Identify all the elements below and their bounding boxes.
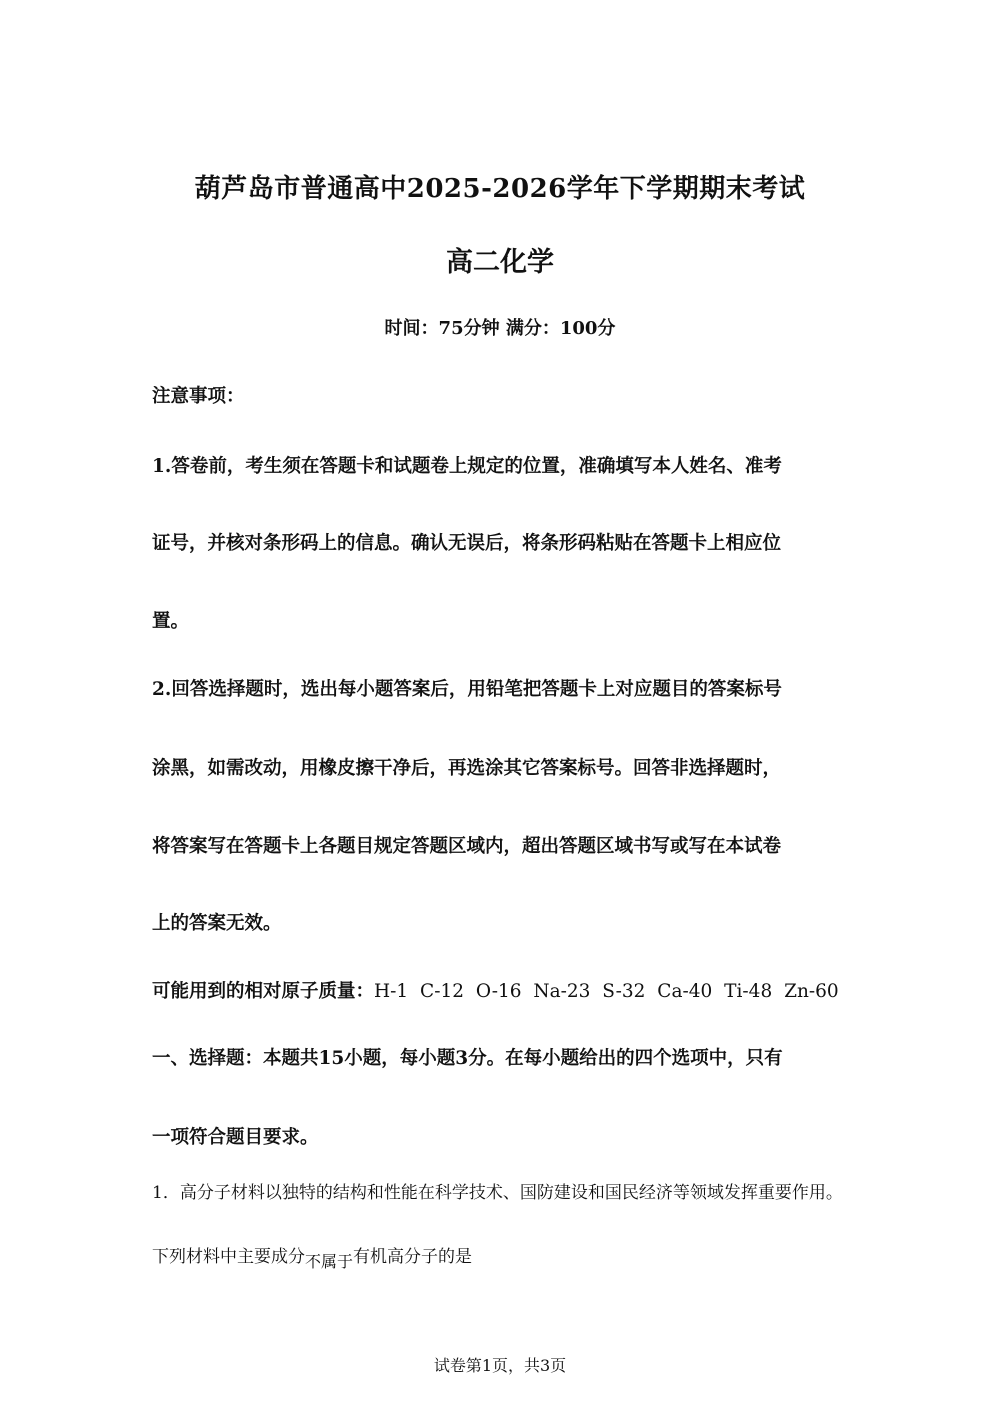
atomic-masses-label: 可能用到的相对原子质量： [152, 981, 375, 1002]
notes-line-2: 证号，并核对条形码上的信息。确认无误后，将条形码粘贴在答题卡上相应位 [152, 533, 782, 554]
notes-line-7: 上的答案无效。 [152, 913, 282, 934]
section1-heading-line-2: 一项符合题目要求。 [152, 1127, 319, 1148]
question1-text-before: 下列材料中主要成分 [152, 1247, 305, 1267]
notes-heading: 注意事项： [152, 386, 245, 407]
atomic-masses [152, 977, 839, 1003]
notes-line-4: 2.回答选择题时，选出每小题答案后，用铅笔把答题卡上对应题目的答案标号 [152, 679, 782, 700]
time-info: 时间：75分钟 满分：100分 [384, 318, 616, 339]
atomic-masses-values: H-1 C-12 O-16 Na-23 S-32 Ca-40 Ti-48 Zn-60 [374, 981, 839, 1002]
subject-title: 高二化学 [446, 247, 554, 278]
question1-emphasis: 不属于 [305, 1252, 354, 1271]
section1-heading-line-1: 一、选择题：本题共15小题，每小题3分。在每小题给出的四个选项中，只有 [152, 1048, 783, 1069]
question1-stem-line-1: 1．高分子材料以独特的结构和性能在科学技术、国防建设和国民经济等领域发挥重要作用。 [152, 1183, 843, 1203]
notes-line-6: 将答案写在答题卡上各题目规定答题区域内，超出答题区域书写或写在本试卷 [152, 836, 782, 857]
notes-line-1: 1.答卷前，考生须在答题卡和试题卷上规定的位置，准确填写本人姓名、准考 [152, 456, 782, 477]
notes-line-3: 置。 [152, 611, 190, 632]
exam-title: 葫芦岛市普通高中2025-2026学年下学期期末考试 [194, 174, 806, 204]
question1-stem-line-2 [152, 1242, 473, 1271]
page-footer: 试卷第1页，共3页 [433, 1356, 567, 1375]
notes-line-5: 涂黑，如需改动，用橡皮擦干净后，再选涂其它答案标号。回答非选择题时， [152, 758, 782, 779]
question1-text-after: 有机高分子的是 [353, 1247, 473, 1267]
